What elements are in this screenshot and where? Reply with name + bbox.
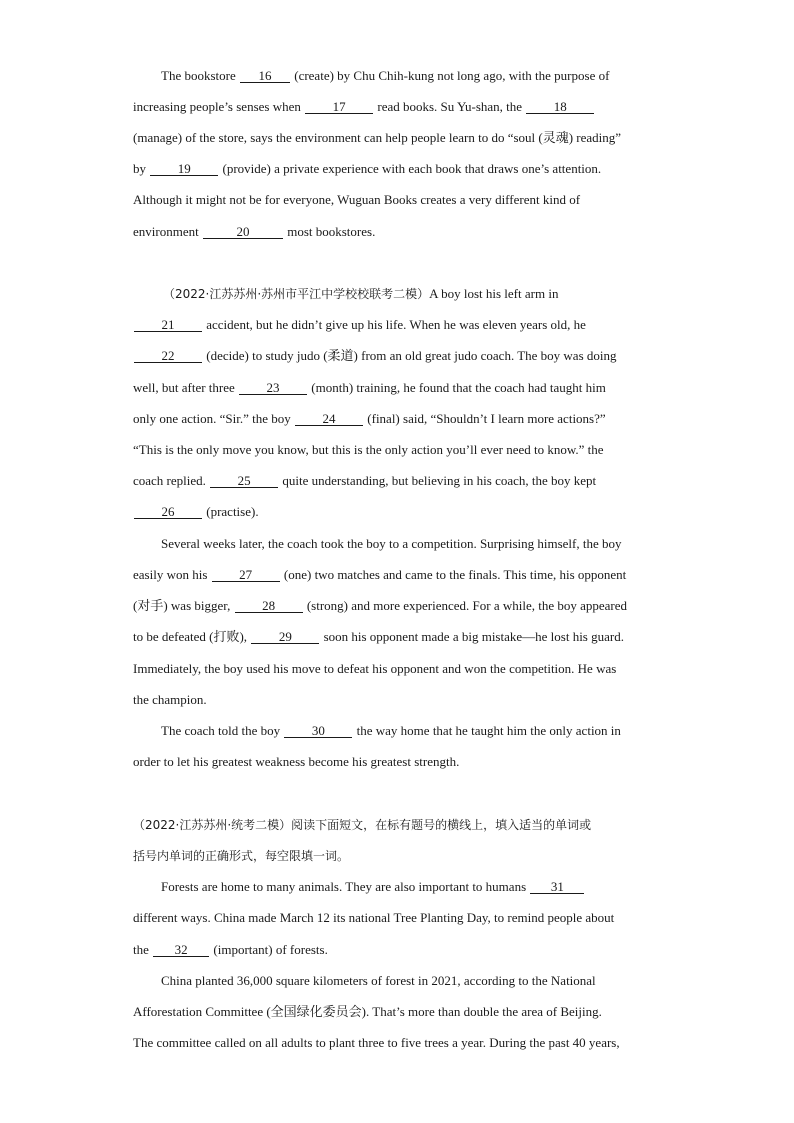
text-line: Forests are home to many animals. They are also important to humans 31 [161,879,663,895]
text-line: increasing people’s senses when 17 read books. Su Yu-shan, the 18 [133,99,663,115]
blank-17[interactable]: 17 [305,100,373,114]
instruction-line: （2022·江苏苏州·统考二模）阅读下面短文，在标有题号的横线上，填入适当的单词或 [133,818,592,832]
text-line: to be defeated (打败), 29 soon his opponent made a big mistake—he lost his guard. [133,629,624,644]
blank-22[interactable]: 22 [134,349,202,363]
text-line: Several weeks later, the coach took the boy to a competition. Surprising himself, the boy [161,536,622,551]
blank-23[interactable]: 23 [239,381,307,395]
text-line: China planted 36,000 square kilometers of forest in 2021, according to the National [161,973,596,988]
text-line: different ways. China made March 12 its national Tree Planting Day, to remind people about [133,910,615,925]
text-line: Afforestation Committee (全国绿化委员会). That’s more than double the area of Beijing. [133,1004,602,1019]
blank-16[interactable]: 16 [240,69,290,83]
blank-21[interactable]: 21 [134,318,202,332]
blank-25[interactable]: 25 [210,474,278,488]
blank-26[interactable]: 26 [134,505,202,519]
blank-18[interactable]: 18 [526,100,594,114]
text-line: 26 (practise). [133,504,663,520]
blank-20[interactable]: 20 [203,225,283,239]
blank-28[interactable]: 28 [235,599,303,613]
text-line: The bookstore 16 (create) by Chu Chih-kung not long ago, with the purpose of [161,68,610,83]
blank-27[interactable]: 27 [212,568,280,582]
text-line: (manage) of the store, says the environment can help people learn to do “soul (灵魂) reading” [133,130,622,145]
text-line: The committee called on all adults to plant three to five trees a year. During the past 40 years, [133,1035,620,1050]
text-line: environment 20 most bookstores. [133,224,376,239]
instruction-line: 括号内单词的正确形式，每空限填一词。 [133,849,350,863]
text-line: Although it might not be for everyone, Wuguan Books creates a very different kind of [133,192,581,207]
text-line: only one action. “Sir.” the boy 24 (final) said, “Shouldn’t I learn more actions?” [133,411,606,426]
blank-29[interactable]: 29 [251,630,319,644]
text-line: well, but after three 23 (month) training, he found that the coach had taught him [133,380,606,395]
text-line: 21 accident, but he didn’t give up his life. When he was eleven years old, he [133,317,663,333]
blank-32[interactable]: 32 [153,943,209,957]
text-line: (对手) was bigger, 28 (strong) and more experienced. For a while, the boy appeared [133,598,628,613]
text-line: The coach told the boy 30 the way home that he taught him the only action in [161,723,621,738]
text-line: easily won his 27 (one) two matches and came to the finals. This time, his opponent [133,567,627,582]
text-line: coach replied. 25 quite understanding, but believing in his coach, the boy kept [133,473,597,488]
text-line: “This is the only move you know, but this is the only action you’ll ever need to know.” the [133,442,604,457]
text-line: order to let his greatest weakness become his greatest strength. [133,754,460,769]
text-line: by 19 (provide) a private experience with each book that draws one’s attention. [133,161,602,176]
source-header: （2022·江苏苏州·苏州市平江中学校校联考二模）A boy lost his left arm in [163,286,559,301]
text-line: the champion. [133,692,207,707]
blank-31[interactable]: 31 [530,880,584,894]
blank-24[interactable]: 24 [295,412,363,426]
blank-30[interactable]: 30 [284,724,352,738]
blank-19[interactable]: 19 [150,162,218,176]
text-line: 22 (decide) to study judo (柔道) from an old great judo coach. The boy was doing [133,348,663,364]
text-line: Immediately, the boy used his move to defeat his opponent and won the competition. He was [133,661,617,676]
text-line: the 32 (important) of forests. [133,942,328,957]
